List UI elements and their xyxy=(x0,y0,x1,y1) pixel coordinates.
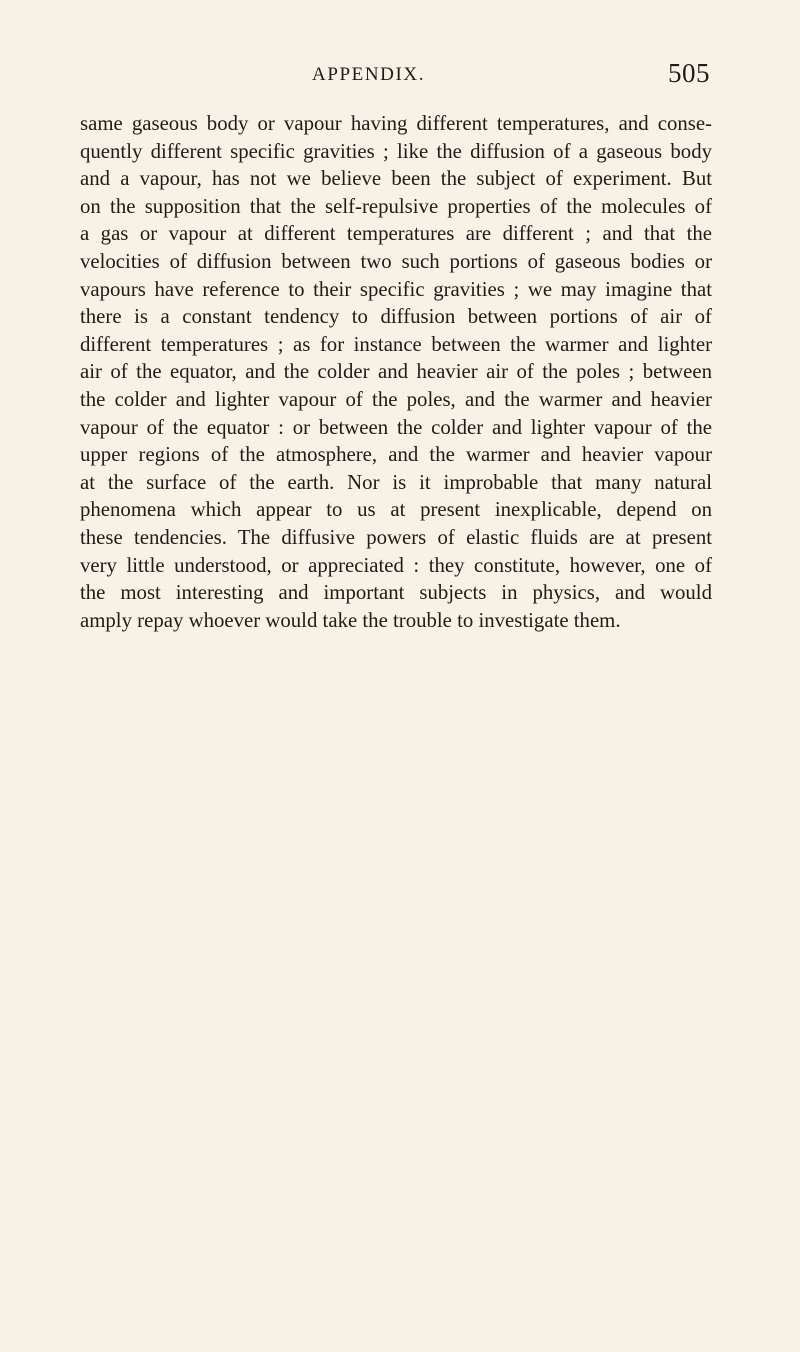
text-line: very little understood, or appreciated : they constitute, however, one of xyxy=(80,553,712,577)
paragraph xyxy=(80,110,712,634)
text-line: on the supposition that the self-repulsive properties of the molecules of xyxy=(80,194,712,218)
text-line: there is a constant tendency to diffusion between portions of air of xyxy=(80,305,712,329)
text-line: a gas or vapour at different temperatures are different ; and that the xyxy=(80,222,712,246)
text-line: at the surface of the earth. Nor is it improbable that many natural xyxy=(80,470,712,494)
text-line: different temperatures ; as for instance between the warmer and lighter xyxy=(80,332,712,356)
running-head xyxy=(60,60,710,94)
text-line: these tendencies. The diffusive powers of elastic fluids are at present xyxy=(80,525,712,549)
text-line: air of the equator, and the colder and heavier air of the poles ; between xyxy=(80,360,712,384)
running-title: APPENDIX. xyxy=(312,64,426,85)
text-line: same gaseous body or vapour having different temperatures, and conse- xyxy=(80,112,712,135)
text-line: vapours have reference to their specific gravities ; we may imagine that xyxy=(80,277,712,301)
text-line: quently different specific gravities ; like the diffusion of a gaseous body xyxy=(80,139,712,163)
text-line: velocities of diffusion between two such portions of gaseous bodies or xyxy=(80,249,712,273)
text-line: the colder and lighter vapour of the poles, and the warmer and heavier xyxy=(80,387,712,411)
page-number: 505 xyxy=(668,58,710,88)
text-line: phenomena which appear to us at present inexplicable, depend on xyxy=(80,498,712,522)
text-line: vapour of the equator : or between the colder and lighter vapour of the xyxy=(80,415,712,439)
text-line: and a vapour, has not we believe been the subject of experiment. But xyxy=(80,167,712,191)
text-line: the most interesting and important subjects in physics, and would xyxy=(80,581,712,605)
text-line: upper regions of the atmosphere, and the warmer and heavier vapour xyxy=(80,443,712,467)
text-line: amply repay whoever would take the trouble to investigate them. xyxy=(80,608,621,632)
